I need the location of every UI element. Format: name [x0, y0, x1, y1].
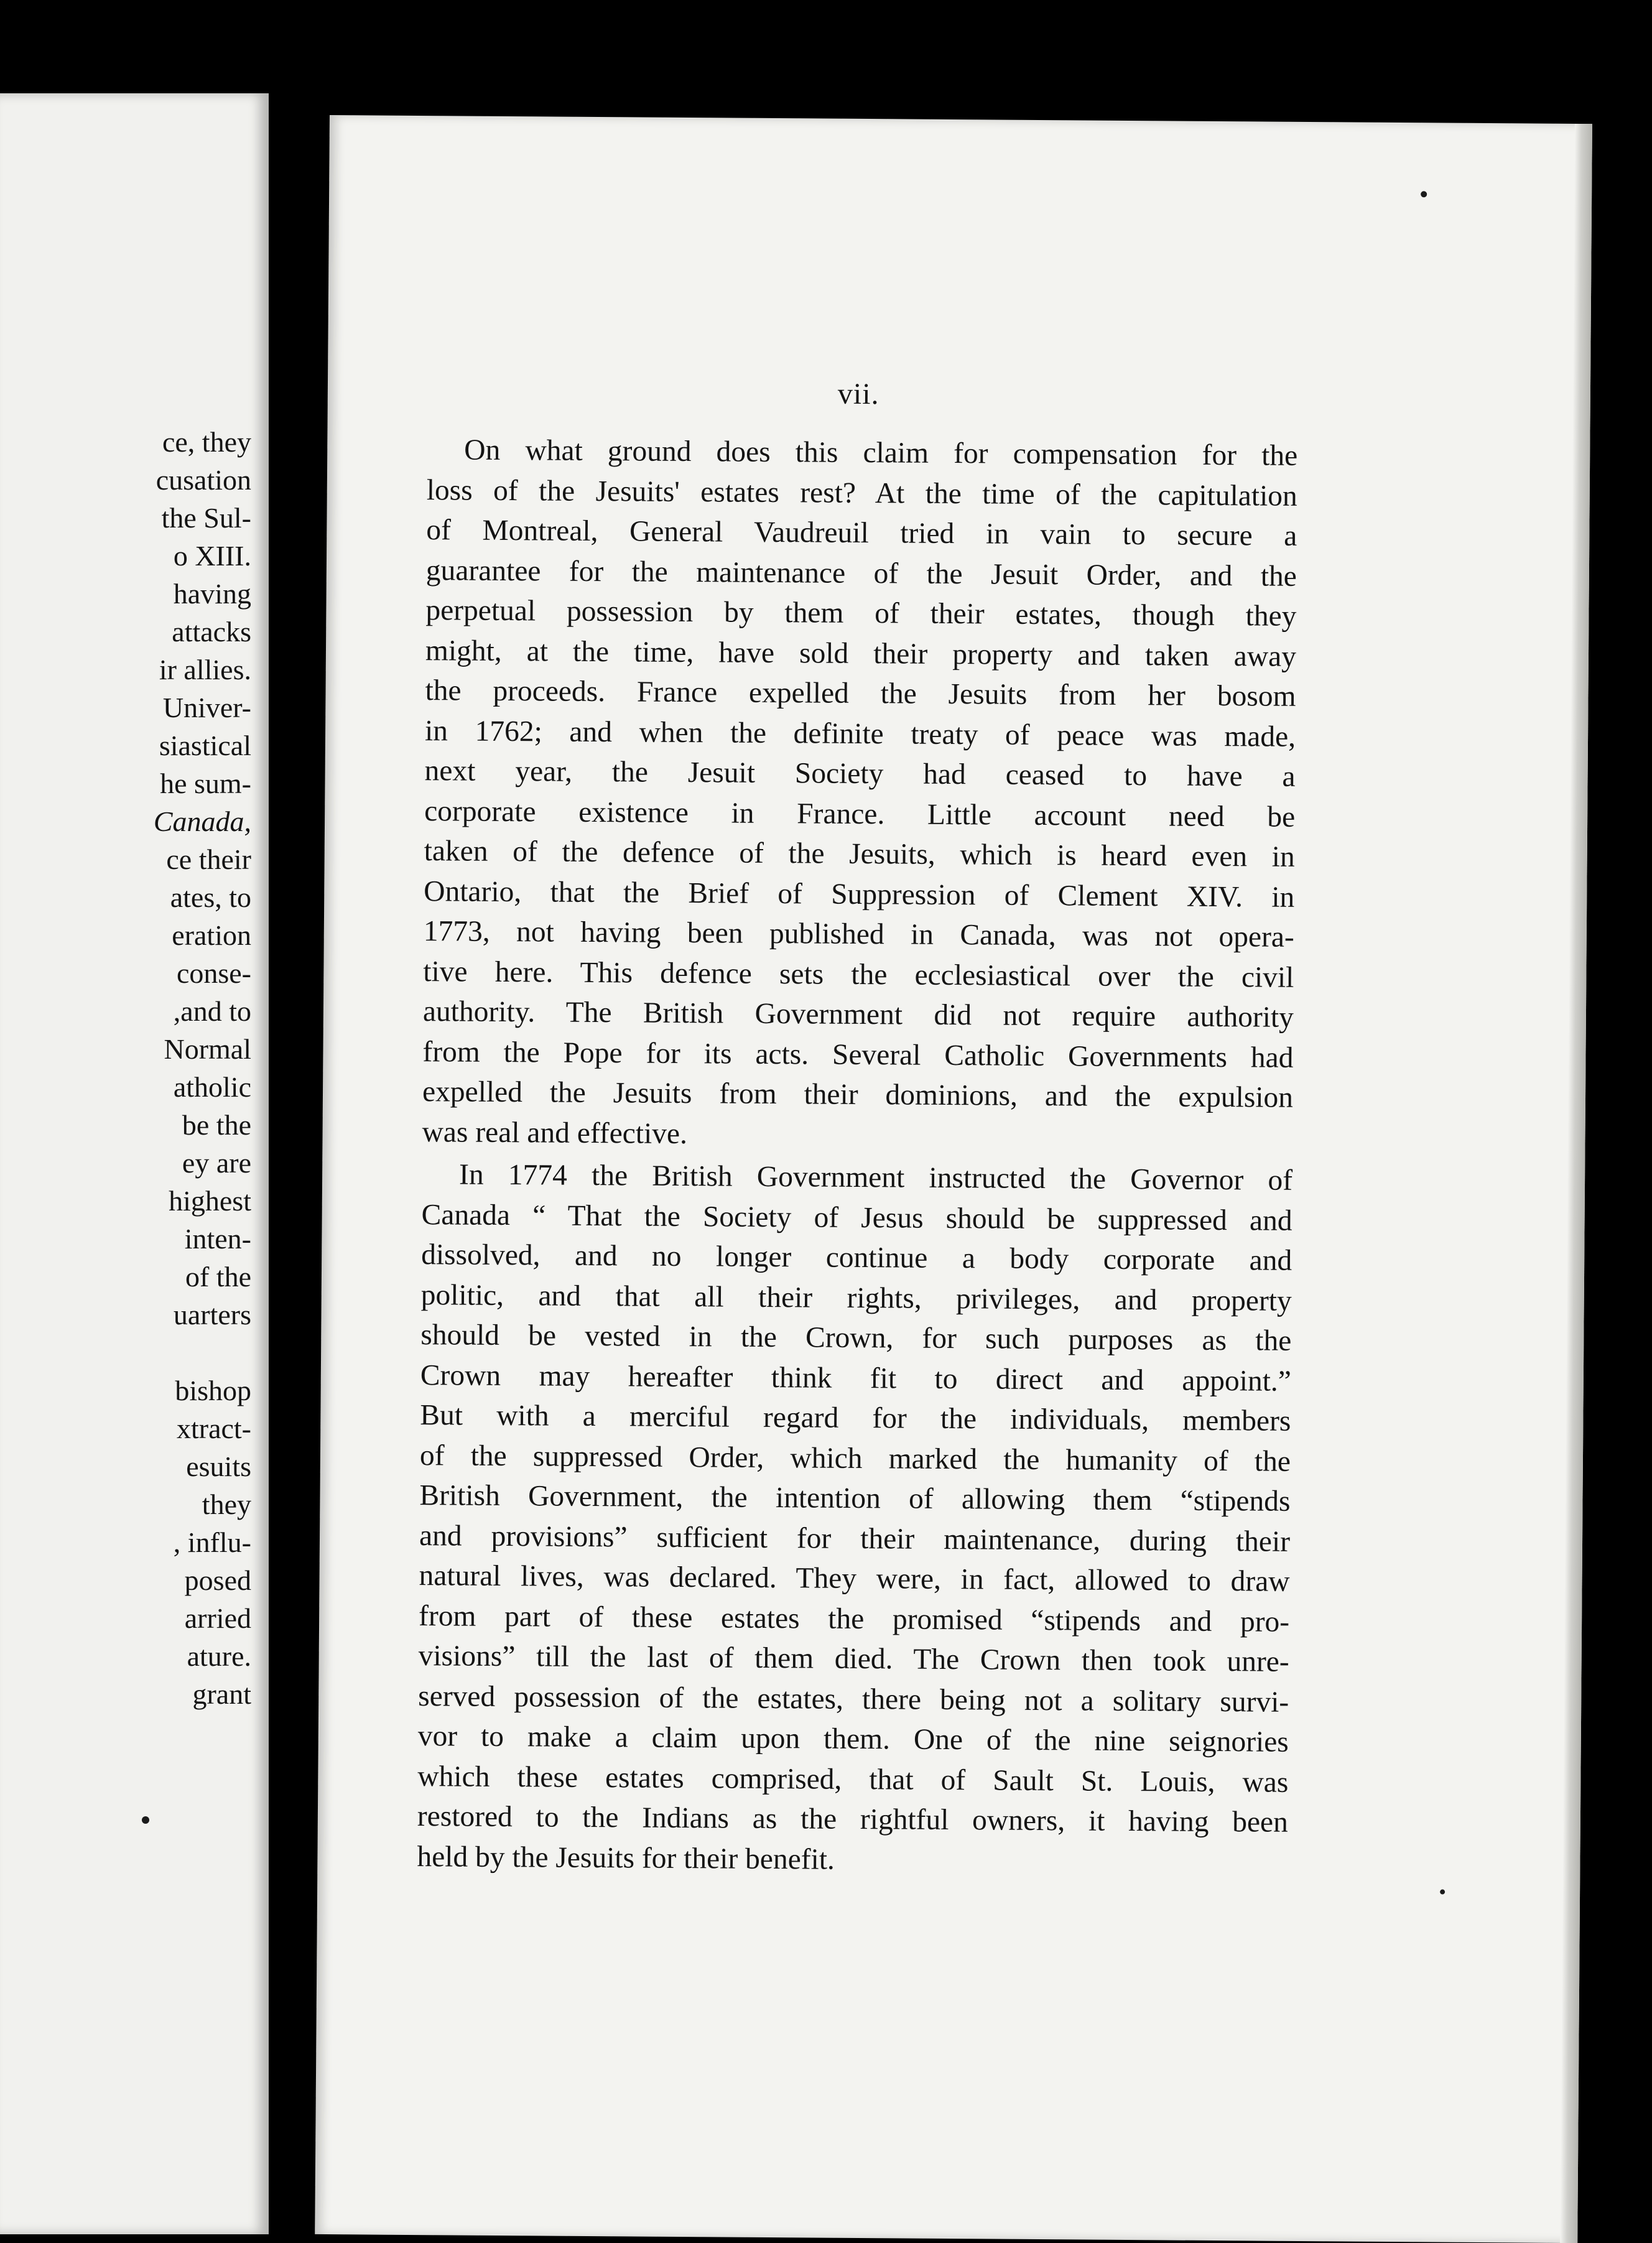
left-page-line: ir allies.	[159, 654, 251, 685]
ink-speck	[1421, 191, 1427, 197]
text-line: might, at the time, have sold their property and taken away	[425, 634, 1297, 673]
right-page	[315, 115, 1592, 2243]
left-page-line: ,and to	[173, 995, 251, 1027]
text-line: Ontario, that the Brief of Suppression of Clement XIV. in	[424, 875, 1295, 914]
text-line: On what ground does this claim for compensation for the	[464, 434, 1298, 472]
page-number: vii.	[837, 377, 879, 411]
left-page-line: attacks	[172, 616, 251, 648]
text-line: Canada “ That the Society of Jesus should be suppressed and	[421, 1198, 1292, 1237]
text-line: In 1774 the British Government instructed the Governor of	[458, 1158, 1293, 1197]
text-line: But with a merciful regard for the individuals, members	[420, 1399, 1291, 1437]
text-line: 1773, not having been published in Canada, was not opera-	[423, 915, 1294, 954]
left-page-line: Normal	[164, 1033, 251, 1065]
text-line: next year, the Jesuit Society had ceased to have a	[424, 755, 1296, 793]
text-line: restored to the Indians as the rightful owners, it having been	[417, 1800, 1289, 1839]
left-page-line: uarters	[173, 1299, 251, 1330]
text-line: from the Pope for its acts. Several Catholic Governments had	[422, 1035, 1294, 1074]
text-line: natural lives, was declared. They were, in fact, allowed to draw	[419, 1559, 1290, 1598]
paragraph-1	[422, 430, 1297, 1158]
left-page-text	[154, 423, 251, 1713]
left-page-line: ce, they	[162, 426, 251, 458]
paragraph-2	[417, 1154, 1292, 1883]
left-page-line: ce their	[166, 843, 251, 875]
left-page-line: be the	[182, 1109, 251, 1141]
text-line: guarantee for the maintenance of the Jesuit Order, and the	[425, 554, 1297, 593]
left-page-line: ey are	[182, 1147, 251, 1179]
left-page-line: posed	[184, 1564, 251, 1596]
left-page-line: inten-	[184, 1223, 251, 1255]
page-edge	[1560, 124, 1592, 2243]
left-page-line: ates, to	[170, 881, 251, 913]
text-line: and provisions” sufficient for their maintenance, during their	[419, 1519, 1291, 1558]
left-page-line: conse-	[176, 957, 251, 989]
left-page-line: atholic	[173, 1071, 251, 1103]
text-line: visions” till the last of them died. The Crown then took unre-	[418, 1640, 1289, 1678]
ink-speck	[142, 1816, 149, 1824]
text-line: held by the Jesuits for their benefit.	[417, 1840, 835, 1876]
left-page-line: bishop	[175, 1375, 251, 1406]
left-page-line: xtract-	[176, 1413, 251, 1444]
left-page-line: Univer-	[162, 692, 251, 723]
text-line: corporate existence in France. Little account need be	[424, 794, 1296, 834]
text-line: of the suppressed Order, which marked the humanity of the	[419, 1439, 1291, 1478]
left-page-line: he sum-	[160, 768, 251, 799]
text-line: politic, and that all their rights, privileges, and property	[420, 1278, 1292, 1317]
text-line: from part of these estates the promised “stipends and pro-	[418, 1599, 1290, 1638]
text-line: perpetual possession by them of their estates, though they	[425, 594, 1297, 633]
text-line: of Montreal, General Vaudreuil tried in vain to secure a	[426, 514, 1297, 552]
left-page-line: the Sul-	[161, 502, 251, 534]
left-page-line: o XIII.	[173, 540, 251, 572]
text-line: expelled the Jesuits from their dominions, and the expulsion	[422, 1075, 1294, 1114]
left-page-line: Canada,	[153, 806, 251, 837]
text-line: British Government, the intention of allowing them “stipends	[419, 1479, 1291, 1518]
left-page-line: having	[173, 578, 251, 610]
text-line: dissolved, and no longer continue a body corporate and	[421, 1238, 1292, 1277]
left-page-line: siastical	[159, 730, 251, 761]
body-text	[417, 430, 1297, 1883]
ink-speck	[1440, 1890, 1445, 1895]
text-line: served possession of the estates, there being not a solitary survi-	[418, 1679, 1289, 1719]
left-page-line: eration	[172, 919, 251, 951]
left-page-line: highest	[169, 1185, 251, 1217]
left-page-line: esuits	[186, 1451, 251, 1482]
left-page-line: arried	[184, 1602, 251, 1634]
left-page-line: they	[202, 1488, 251, 1520]
text-line: taken of the defence of the Jesuits, which is heard even in	[424, 835, 1295, 873]
text-line: in 1762; and when the definite treaty of peace was made,	[424, 714, 1296, 753]
left-page-line: grant	[192, 1678, 251, 1710]
text-line: was real and effective.	[422, 1115, 688, 1150]
left-page-line	[154, 1334, 251, 1372]
left-page-line: , influ-	[173, 1526, 251, 1558]
text-line: should be vested in the Crown, for such purposes as the	[420, 1319, 1292, 1357]
text-line: Crown may hereafter think fit to direct and appoint.”	[420, 1358, 1292, 1398]
left-page-line: ature.	[187, 1640, 251, 1672]
text-line: loss of the Jesuits' estates rest? At the time of the capitulation	[426, 473, 1297, 513]
left-page	[0, 93, 269, 2234]
text-line: authority. The British Government did not require authority	[422, 995, 1294, 1034]
text-line: which these estates comprised, that of Sault St. Louis, was	[417, 1760, 1289, 1799]
left-page-line: cusation	[155, 464, 251, 496]
text-line: the proceeds. France expelled the Jesuits from her bosom	[425, 674, 1296, 713]
text-line: tive here. This defence sets the ecclesiastical over the civil	[423, 955, 1294, 994]
left-page-line: of the	[185, 1261, 251, 1293]
text-line: vor to make a claim upon them. One of the nine seignories	[417, 1720, 1289, 1758]
